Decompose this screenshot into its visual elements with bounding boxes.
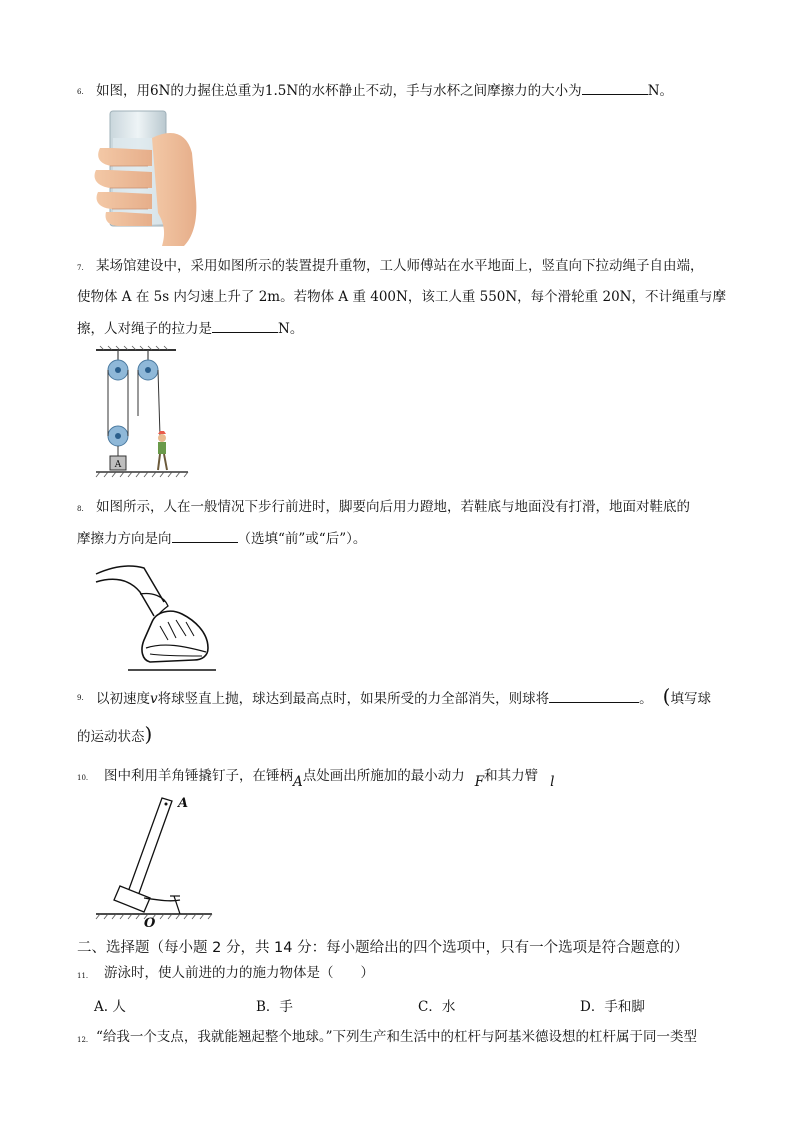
q8-line2: [77, 528, 366, 549]
q11-option-a[interactable]: A. 人: [94, 999, 126, 1015]
q9-hint: 填写球: [670, 691, 711, 707]
q6-stem: 如图，用6N的力握住总重为1.5N的水杯静止不动，手与水杯之间摩擦力的大小为: [96, 83, 582, 99]
q10-hammer-figure: [94, 792, 214, 931]
q10-stem-b: 点处画出所施加的最小动力: [302, 768, 465, 784]
q9-line1: [96, 686, 711, 709]
q11-text: 游泳时，使人前进的力的施力物体是（ ）: [104, 965, 374, 981]
q6-number: 6.: [77, 88, 84, 96]
q8-hint: （选填“前”或“后”）。: [237, 531, 367, 547]
q10-label-o: O: [144, 916, 156, 931]
q6-glass-hand-figure: [92, 108, 208, 246]
q10-number: 10.: [77, 774, 89, 782]
q9-stem-a: 以初速度: [96, 691, 150, 707]
q7-pulley-figure: [96, 346, 192, 480]
q8-line1: 如图所示，人在一般情况下步行前进时，脚要向后用力蹬地，若鞋底与地面没有打滑，地面对鞋底的: [96, 499, 690, 515]
q6-unit: N。: [647, 83, 673, 99]
q9-hint-end: 的运动状态: [77, 729, 145, 745]
q12-number: 12.: [77, 1036, 89, 1044]
q10-stem-c: 和其力臂: [484, 768, 539, 784]
q8-foot-figure: [94, 562, 218, 672]
q12-text: “给我一个支点，我就能翘起整个地球。”下列生产和生活中的杠杆与阿基米德设想的杠杆属于同一类型: [96, 1029, 698, 1045]
q9-number: 9.: [77, 694, 84, 702]
q10-symbol-f: F: [474, 774, 485, 790]
q9-line2: [77, 724, 152, 747]
q6-answer-blank[interactable]: [582, 80, 648, 95]
q7-worker-figure: [158, 431, 167, 470]
q10-text: [104, 766, 555, 790]
q8-number: 8.: [77, 505, 84, 513]
q9-paren-right: ): [144, 722, 153, 746]
q11-option-c[interactable]: C．水: [418, 999, 456, 1015]
q11-number: 11.: [77, 972, 89, 980]
section-2-heading: 二、选择题（每小题 2 分，共 14 分：每小题给出的四个选项中，只有一个选项是符合题意的）: [77, 940, 689, 956]
q9-stem-b: 将球竖直上抛，球达到最高点时，如果所受的力全部消失，则球将: [157, 691, 550, 707]
q7-line2: 使物体 A 在 5s 内匀速上升了 2m。若物体 A 重 400N，该工人重 550N，每个滑轮重 20N，不计绳重与摩: [77, 289, 726, 305]
q9-stem-c: 。: [639, 691, 653, 707]
q7-line3: [77, 318, 303, 339]
q11-option-d[interactable]: D．手和脚: [580, 999, 645, 1015]
q7-stem-end: 擦，人对绳子的拉力是: [77, 321, 212, 337]
q10-label-a: A: [178, 796, 189, 811]
q9-symbol-v: v: [150, 691, 158, 707]
q7-unit: N。: [278, 321, 304, 337]
q8-stem-end: 摩擦力方向是向: [77, 531, 172, 547]
q8-answer-blank[interactable]: [172, 528, 238, 543]
q7-number: 7.: [77, 264, 84, 272]
q7-label-a: A: [114, 460, 122, 470]
q7-line1: 某场馆建设中，采用如图所示的装置提升重物，工人师傅站在水平地面上，竖直向下拉动绳子自由端，: [96, 258, 704, 274]
q6-text: [96, 80, 673, 101]
q11-option-b[interactable]: B．手: [256, 999, 293, 1015]
q10-stem-a: 图中利用羊角锤撬钉子，在锤柄: [104, 768, 293, 784]
q9-answer-blank[interactable]: [549, 688, 639, 703]
q7-answer-blank[interactable]: [212, 318, 278, 333]
q10-symbol-a: A: [293, 774, 303, 790]
q10-symbol-l: l: [550, 774, 555, 790]
q9-paren-left: (: [662, 684, 671, 708]
